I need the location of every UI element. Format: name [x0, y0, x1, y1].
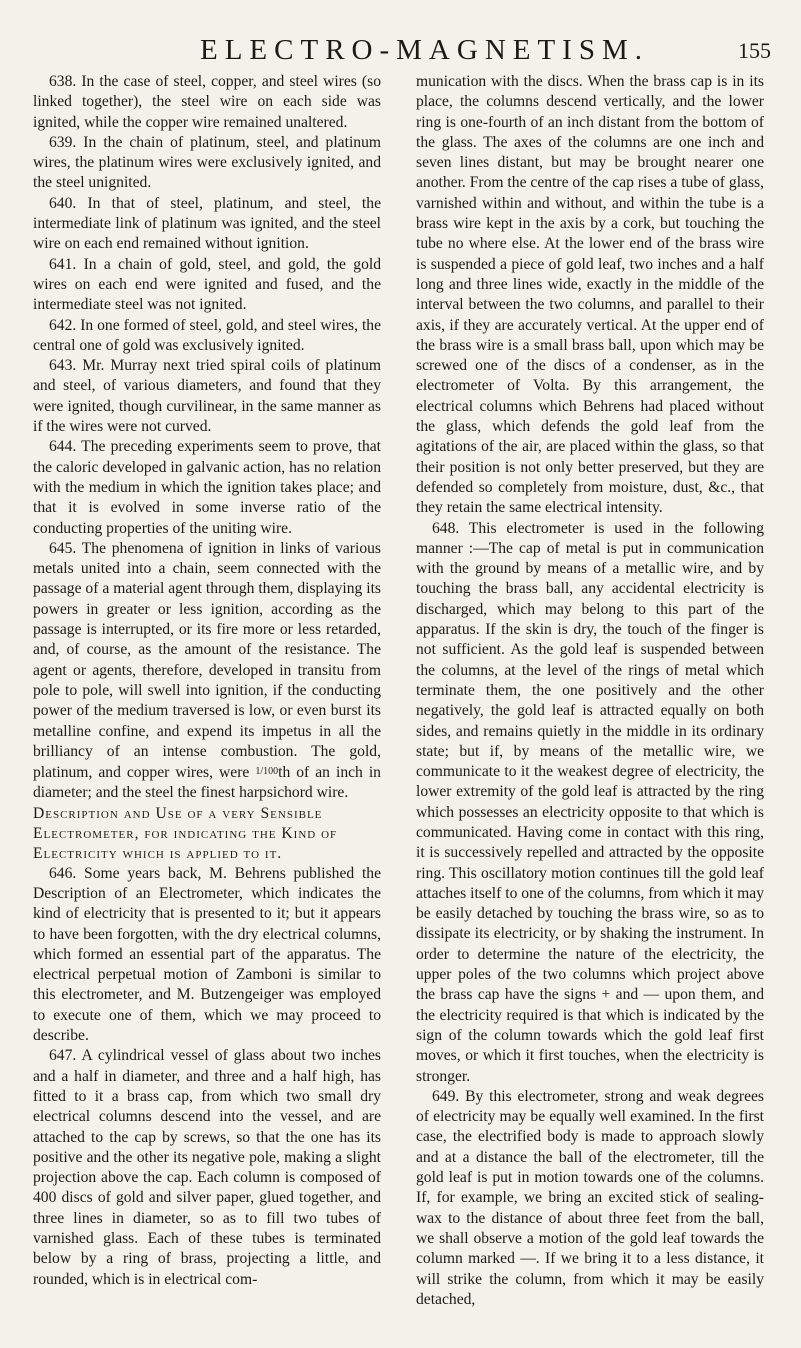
paragraph-646: 646. Some years back, M. Behrens published the Description of an Electrometer, which indicates the kind of electricity that is presented to it; but it appears to have been forgotten, with the dry electrical columns, which formed an essential part of the apparatus. The electrical perpetual motion of Zamboni is similar to this electrometer, and M. Butzengeiger was employed to execute one of them, which we may proceed to describe. — [33, 864, 381, 1045]
fraction-hundredth: 1/100 — [255, 766, 279, 778]
paragraph-644: 644. The preceding experiments seem to prove, that the caloric developed in galvanic action, has no relation with the medium in which the ignition takes place; and that it is evolved in some inverse ratio of the conducting properties of the uniting wire. — [33, 438, 381, 537]
paragraph-645-text-a: 645. The phenomena of ignition in links of various metals united into a chain, seem connected with the passage of a material agent through them, displaying its powers in greater or less ignition, according as the passage is interrupted, or its fire more or less retarded, and, of course, as the amount of the resistance. The agent or agents, therefore, developed in transitu from pole to pole, will swell into ignition, if the conducting power of the medium traversed is low, or even burst its metalline confine, and expend its impetus in all the brilliancy of an intense combustion. The gold, platinum, and copper wires, were — [33, 539, 381, 782]
running-title: ELECTRO-MAGNETISM. — [200, 34, 650, 66]
paragraph-647: 647. A cylindrical vessel of glass about two inches and a half in diameter, and three and a half high, has fitted to it a brass cap, from which two small dry electrical columns descend into the vessel, and are attached to the cap by screws, so that the one has its positive and the other its negative pole, making a slight projection above the cap. Each column is composed of 400 discs of gold and silver paper, glued together, and three lines in diameter, so as to fill two tubes of varnished glass. Each of these tubes is terminated below by a ring of brass, projecting a little, and rounded, which is in electrical com- — [33, 1047, 381, 1288]
paragraph-638: 638. In the case of steel, copper, and steel wires (so linked together), the steel wire on each side was ignited, while the copper wire remained unaltered. — [33, 73, 381, 131]
paragraph-649: 649. By this electrometer, strong and weak degrees of electricity may be equally well examined. In the first case, the electrified body is made to approach slowly and at a distance the ball of the electrometer, till the gold leaf is put in motion towards one of the columns. If, for example, we bring an excited stick of sealing-wax to the distance of about three feet from the ball, we shall observe a motion of the gold leaf towards the column marked —. If we bring it to a less distance, it will strike the column, from which it may be easily detached, — [416, 1087, 764, 1308]
paragraph-641: 641. In a chain of gold, steel, and gold, the gold wires on each end were ignited and fused, and the intermediate steel was not ignited. — [33, 255, 381, 314]
section-heading: Description and Use of a very Sensible Electrometer, for indicating the Kind of Electricity which is applied to it. — [33, 804, 338, 862]
paragraph-645 — [33, 539, 381, 804]
paragraph-647-continued: munication with the discs. When the brass cap is in its place, the columns descend vertically, and the lower ring is one-fourth of an inch distant from the bottom of the glass. The axes of the columns are one inch and seven lines distant, but may be brought nearer one another. From the centre of the cap rises a tube of glass, varnished within and without, and within the tube is a brass wire kept in the axis by a cork, but touching the tube no where else. At the lower end of the brass wire is suspended a piece of gold leaf, two inches and a half long and three lines wide, exactly in the middle of the interval between the two columns, and parallel to their axis, if they are accurately vertical. At the upper end of the brass wire is a small brass ball, upon which may be screwed one of the discs of a condenser, as in the electrometer of Volta. By this arrangement, the electrical columns which Behrens had placed without the glass, which defends the gold leaf from the agitations of the air, are placed within the glass, so that their position is not only better preserved, but they are defended so completely from moisture, dust, &c., that they retain the same electrical intensity. — [416, 73, 764, 517]
paragraph-639: 639. In the chain of platinum, steel, and platinum wires, the platinum wires were exclusively ignited, and the steel unignited. — [33, 133, 381, 192]
paragraph-640: 640. In that of steel, platinum, and steel, the intermediate link of platinum was ignited, and the steel wire on each end remained without ignition. — [33, 194, 381, 253]
paragraph-643: 643. Mr. Murray next tried spiral coils of platinum and steel, of various diameters, and found that they were ignited, though curvilinear, in the same manner as if the wires were not curved. — [33, 357, 381, 436]
right-column — [416, 72, 764, 1310]
page-number: 155 — [738, 38, 771, 63]
paragraph-642: 642. In one formed of steel, gold, and steel wires, the central one of gold was exclusively ignited. — [33, 316, 381, 354]
paragraph-645-text-b: th of an inch in diameter; and the steel the finest harpsichord wire. — [33, 764, 381, 802]
page-header — [0, 34, 801, 74]
left-column — [33, 72, 381, 1290]
paragraph-648: 648. This electrometer is used in the following manner :—The cap of metal is put in communication with the ground by means of a metallic wire, and by touching the brass ball, any accidental electricity is discharged, which may belong to this part of the apparatus. If the skin is dry, the touch of the finger is not sufficient. As the gold leaf is suspended between the columns, at the level of the rings of metal which terminate them, the one positively and the other negatively, the gold leaf is attracted equally on both sides, and remains quietly in the middle in its ordinary state; but if, by means of the metallic wire, we communicate to it the weakest degree of electricity, the lower extremity of the gold leaf is attracted by the ring which possesses an electricity opposite to that which is communicated. Having come in contact with this ring, it is successively repelled and attracted by the opposite ring. This oscillatory motion continues till the gold leaf attaches itself to one of the columns, from which it may be easily detached by touching the brass wire, so as to dissipate its electricity, or by shaking the instrument. In order to determine the nature of the electricity, the upper poles of the two columns which project above the brass cap have the signs + and — upon them, and the electricity required is that which is indicated by the sign of the column towards which the gold leaf first moves, or which it first touches, when the electricity is stronger. — [416, 519, 764, 1085]
